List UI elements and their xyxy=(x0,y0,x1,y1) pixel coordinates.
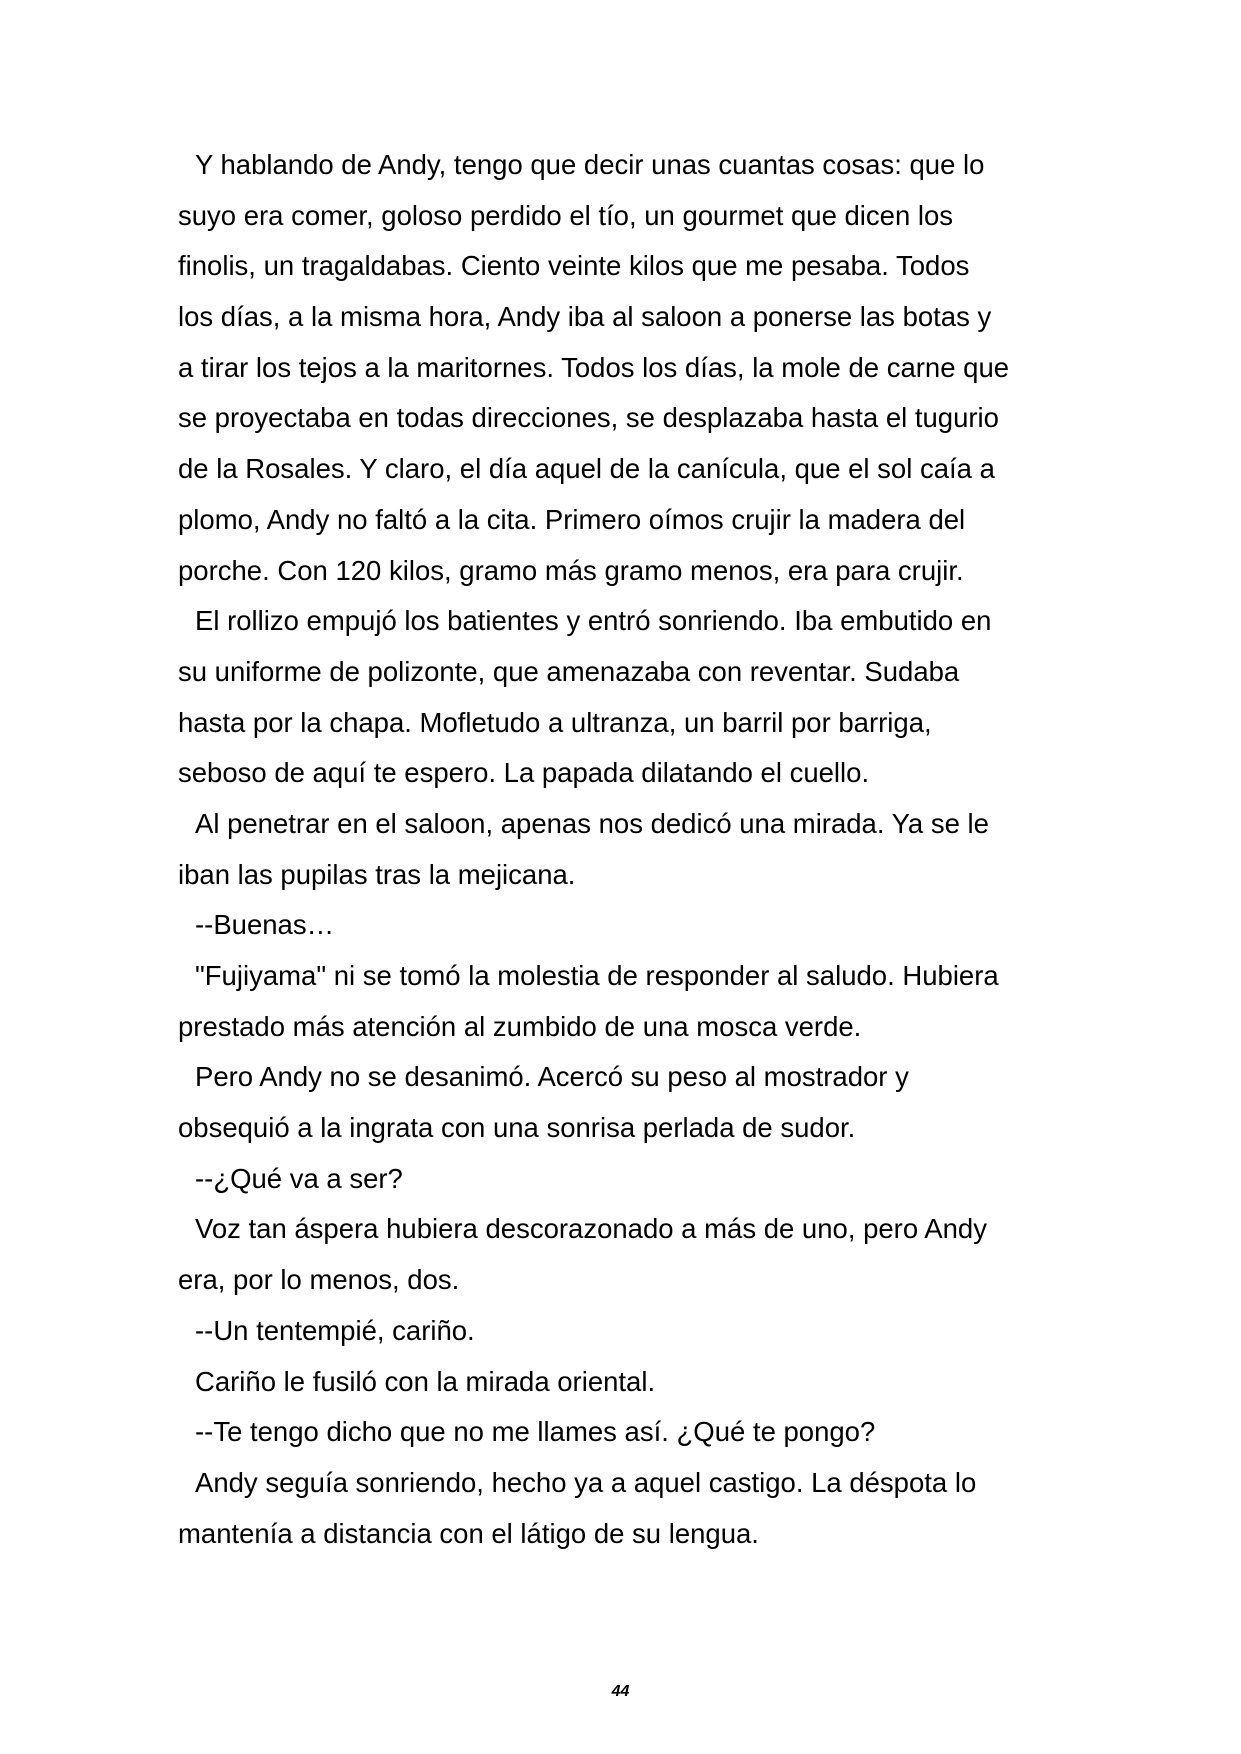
text-line: hasta por la chapa. Mofletudo a ultranza, un barril por barriga, xyxy=(178,706,932,738)
text-line: iban las pupilas tras la mejicana. xyxy=(178,858,576,890)
text-line: --Un tentempié, cariño. xyxy=(195,1314,475,1346)
text-line: los días, a la misma hora, Andy iba al saloon a ponerse las botas y xyxy=(178,301,992,333)
text-line: prestado más atención al zumbido de una mosca verde. xyxy=(178,1010,862,1042)
text-line: porche. Con 120 kilos, gramo más gramo menos, era para crujir. xyxy=(178,554,964,586)
text-line: plomo, Andy no faltó a la cita. Primero oímos crujir la madera del xyxy=(178,503,966,535)
text-line: su uniforme de polizonte, que amenazaba con reventar. Sudaba xyxy=(178,655,960,687)
text-line: --¿Qué va a ser? xyxy=(195,1162,403,1194)
text-line: --Buenas… xyxy=(195,909,335,941)
text-line: El rollizo empujó los batientes y entró sonriendo. Iba embutido en xyxy=(195,605,992,637)
text-line: seboso de aquí te espero. La papada dilatando el cuello. xyxy=(178,757,870,789)
text-line: de la Rosales. Y claro, el día aquel de la canícula, que el sol caía a xyxy=(178,453,995,485)
text-line: Y hablando de Andy, tengo que decir unas cuantas cosas: que lo xyxy=(195,149,985,180)
text-line: mantenía a distancia con el látigo de su lengua. xyxy=(178,1517,759,1549)
text-line: finolis, un tragaldabas. Ciento veinte kilos que me pesaba. Todos xyxy=(178,250,970,282)
text-line: se proyectaba en todas direcciones, se desplazaba hasta el tugurio xyxy=(178,402,999,434)
text-line: Pero Andy no se desanimó. Acercó su peso al mostrador y xyxy=(195,1061,909,1093)
text-line: Al penetrar en el saloon, apenas nos dedicó una mirada. Ya se le xyxy=(195,807,989,839)
page-number: 44 xyxy=(611,1683,630,1700)
text-line: a tirar los tejos a la maritornes. Todos los días, la mole de carne que xyxy=(178,351,1010,383)
text-line: --Te tengo dicho que no me llames así. ¿Qué te pongo? xyxy=(195,1416,876,1448)
text-line: suyo era comer, goloso perdido el tío, un gourmet que dicen los xyxy=(178,199,954,231)
text-line: Andy seguía sonriendo, hecho ya a aquel castigo. La déspota lo xyxy=(195,1466,977,1498)
body-text xyxy=(178,140,1078,1559)
text-line: obsequió a la ingrata con una sonrisa perlada de sudor. xyxy=(178,1112,856,1144)
text-line: era, por lo menos, dos. xyxy=(178,1264,460,1296)
text-line: Voz tan áspera hubiera descorazonado a más de uno, pero Andy xyxy=(195,1213,987,1245)
text-line: Cariño le fusiló con la mirada oriental. xyxy=(195,1365,656,1397)
text-line: "Fujiyama" ni se tomó la molestia de responder al saludo. Hubiera xyxy=(195,960,999,991)
